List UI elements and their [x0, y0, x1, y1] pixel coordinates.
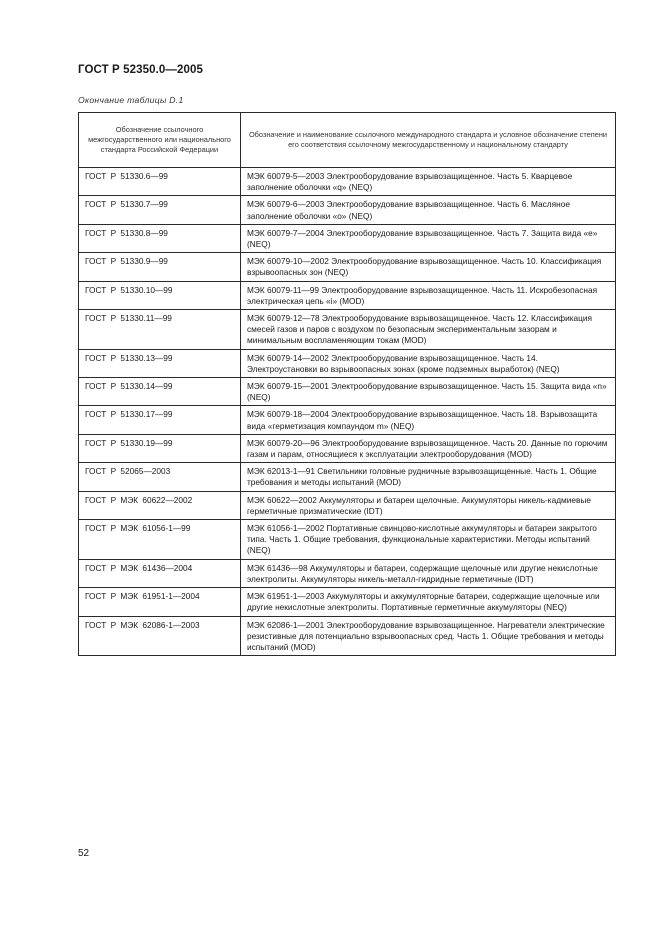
national-standard-cell: ГОСТ Р 51330.19—99	[79, 434, 241, 462]
international-standard-cell: МЭК 62013-1—91 Светильники головные рудничные взрывозащищенные. Часть 1. Общие требования и методы испытаний (MOD)	[241, 463, 616, 491]
table-row	[79, 253, 616, 281]
reference-standards-table	[78, 112, 616, 656]
national-standard-cell: ГОСТ Р 51330.13—99	[79, 349, 241, 377]
national-standard-cell: ГОСТ Р МЭК 61436—2004	[79, 559, 241, 587]
international-standard-cell: МЭК 60079-14—2002 Электрооборудование взрывозащищенное. Часть 14. Электроустановки во взрывоопасных зонах (кроме подземных выработок) (NEQ)	[241, 349, 616, 377]
international-standard-cell: МЭК 61951-1—2003 Аккумуляторы и аккумуляторные батареи, содержащие щелочные или другие некислотные электролиты. Портативные герметичные аккумуляторы (NEQ)	[241, 588, 616, 616]
international-standard-cell: МЭК 60079-10—2002 Электрооборудование взрывозащищенное. Часть 10. Классификация взрывоопасных зон (NEQ)	[241, 253, 616, 281]
table-row	[79, 349, 616, 377]
table-row	[79, 281, 616, 309]
international-standard-cell: МЭК 60622—2002 Аккумуляторы и батареи щелочные. Аккумуляторы никель-кадмиевые герметичные призматические (IDT)	[241, 491, 616, 519]
table-row	[79, 463, 616, 491]
table-caption: Окончание таблицы D.1	[78, 95, 184, 105]
national-standard-cell: ГОСТ Р 52065—2003	[79, 463, 241, 491]
table-row	[79, 491, 616, 519]
national-standard-cell: ГОСТ Р МЭК 61056-1—99	[79, 520, 241, 560]
table-body	[79, 168, 616, 656]
international-standard-cell: МЭК 61436—98 Аккумуляторы и батареи, содержащие щелочные или другие некислотные электролиты. Аккумуляторы никель-металл-гидридные герметичные (IDT)	[241, 559, 616, 587]
national-standard-cell: ГОСТ Р 51330.7—99	[79, 196, 241, 224]
national-standard-cell: ГОСТ Р 51330.10—99	[79, 281, 241, 309]
international-standard-cell: МЭК 60079-12—78 Электрооборудование взрывозащищенное. Часть 12. Классификация смесей газов и паров с воздухом по безопасным экспериментальным зазорам и минимальным воспламеняющим токам (MOD)	[241, 310, 616, 350]
international-standard-cell: МЭК 60079-7—2004 Электрооборудование взрывозащищенное. Часть 7. Защита вида «е» (NEQ)	[241, 224, 616, 252]
national-standard-cell: ГОСТ Р МЭК 60622—2002	[79, 491, 241, 519]
international-standard-cell: МЭК 60079-18—2004 Электрооборудование взрывозащищенное. Часть 18. Взрывозащита вида «герметизация компаундом m» (NEQ)	[241, 406, 616, 434]
column-header-international-standard: Обозначение и наименование ссылочного международного стандарта и условное обозначение степени его соответствия ссылочному межгосударственному и национальному стандарту	[241, 113, 616, 168]
table-row	[79, 224, 616, 252]
national-standard-cell: ГОСТ Р 51330.17—99	[79, 406, 241, 434]
table-row	[79, 616, 616, 656]
international-standard-cell: МЭК 60079-20—96 Электрооборудование взрывозащищенное. Часть 20. Данные по горючим газам и парам, относящиеся к эксплуатации электрооборудования (MOD)	[241, 434, 616, 462]
international-standard-cell: МЭК 62086-1—2001 Электрооборудование взрывозащищенное. Нагреватели электрические резистивные для потенциально взрывоопасных сред. Часть 1. Общие требования и методы испытаний (MOD)	[241, 616, 616, 656]
international-standard-cell: МЭК 60079-15—2001 Электрооборудование взрывозащищенное. Часть 15. Защита вида «n» (NEQ)	[241, 378, 616, 406]
table-row	[79, 196, 616, 224]
column-header-national-standard: Обозначение ссылочного межгосударственного или национального стандарта Российской Федерации	[79, 113, 241, 168]
international-standard-cell: МЭК 60079-6—2003 Электрооборудование взрывозащищенное. Часть 6. Масляное заполнение оболочки «о» (NEQ)	[241, 196, 616, 224]
national-standard-cell: ГОСТ Р 51330.14—99	[79, 378, 241, 406]
document-header: ГОСТ Р 52350.0—2005	[78, 64, 203, 76]
table-row	[79, 378, 616, 406]
table-row	[79, 310, 616, 350]
international-standard-cell: МЭК 60079-5—2003 Электрооборудование взрывозащищенное. Часть 5. Кварцевое заполнение оболочки «q» (NEQ)	[241, 168, 616, 196]
table-row	[79, 559, 616, 587]
table-row	[79, 434, 616, 462]
page-number: 52	[78, 848, 90, 859]
table-header-row	[79, 113, 616, 168]
national-standard-cell: ГОСТ Р 51330.9—99	[79, 253, 241, 281]
table-row	[79, 588, 616, 616]
national-standard-cell: ГОСТ Р МЭК 61951-1—2004	[79, 588, 241, 616]
international-standard-cell: МЭК 61056-1—2002 Портативные свинцово-кислотные аккумуляторы и батареи закрытого типа. Часть 1. Общие требования, функциональные характеристики. Методы испытаний (NEQ)	[241, 520, 616, 560]
national-standard-cell: ГОСТ Р 51330.11—99	[79, 310, 241, 350]
national-standard-cell: ГОСТ Р 51330.8—99	[79, 224, 241, 252]
table-row	[79, 168, 616, 196]
national-standard-cell: ГОСТ Р 51330.6—99	[79, 168, 241, 196]
international-standard-cell: МЭК 60079-11—99 Электрооборудование взрывозащищенное. Часть 11. Искробезопасная электрическая цепь «i» (MOD)	[241, 281, 616, 309]
national-standard-cell: ГОСТ Р МЭК 62086-1—2003	[79, 616, 241, 656]
table-row	[79, 406, 616, 434]
table-row	[79, 520, 616, 560]
